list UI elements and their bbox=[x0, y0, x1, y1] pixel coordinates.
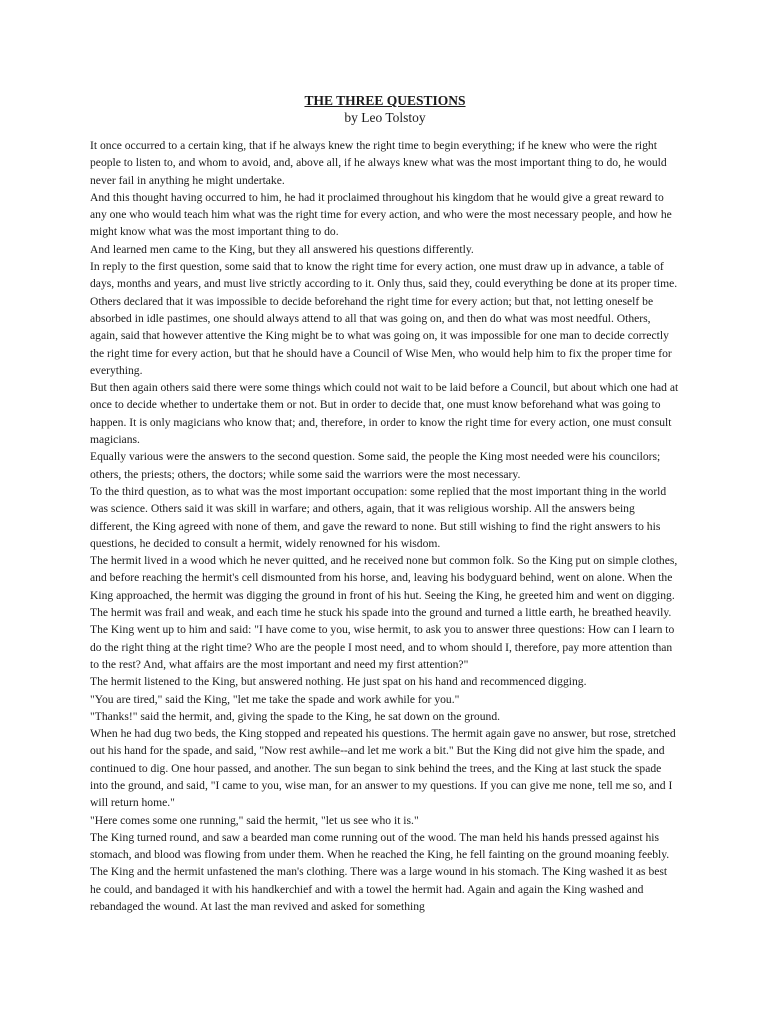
document-title: THE THREE QUESTIONS bbox=[304, 93, 466, 108]
document-page bbox=[90, 92, 680, 915]
paragraph: When he had dug two beds, the King stopped and repeated his questions. The hermit again gave no answer, but rose, stretched out his hand for the spade, and said, "Now rest awhile--and let me work a bit." But the King did not give him the spade, and continued to dig. One hour passed, and another. The sun began to sink behind the trees, and the King at last stuck the spade into the ground, and said, "I came to you, wise man, for an answer to my questions. If you can give me none, tell me so, and I will return home." bbox=[90, 727, 676, 810]
paragraph: Equally various were the answers to the second question. Some said, the people the King most needed were his councilors; others, the priests; others, the doctors; while some said the warriors were the most necessary. bbox=[90, 450, 661, 481]
paragraph: The King turned round, and saw a bearded man come running out of the wood. The man held his hands pressed against his stomach, and blood was flowing from under them. When he reached the King, he fell fainting on the ground moaning feebly. The King and the hermit unfastened the man's clothing. There was a large wound in his stomach. The King washed it as best he could, and bandaged it with his handkerchief and with a towel the hermit had. Again and again the King washed and rebandaged the wound. At last the man revived and asked for something bbox=[90, 830, 670, 914]
paragraph: "Thanks!" said the hermit, and, giving the spade to the King, he sat down on the ground. bbox=[90, 709, 501, 723]
document-body bbox=[90, 137, 680, 915]
paragraph: To the third question, as to what was the most important occupation: some replied that the most important thing in the world was science. Others said it was skill in warfare; and others, again, that it was religious worship. All the answers being different, the King agreed with none of them, and gave the reward to none. But still wishing to find the right answers to his questions, he decided to consult a hermit, widely renowned for his wisdom. bbox=[90, 484, 667, 550]
paragraph: "You are tired," said the King, "let me take the spade and work awhile for you." bbox=[90, 692, 460, 706]
paragraph: The hermit lived in a wood which he never quitted, and he received none but common folk. So the King put on simple clothes, and before reaching the hermit's cell dismounted from his horse, and, leaving his bodyguard behind, went on alone. When the King approached, the hermit was digging the ground in front of his hut. Seeing the King, he greeted him and went on digging. The hermit was frail and weak, and each time he stuck his spade into the ground and turned a little earth, he breathed heavily. bbox=[90, 554, 678, 620]
paragraph: The hermit listened to the King, but answered nothing. He just spat on his hand and recommenced digging. bbox=[90, 675, 587, 689]
paragraph: In reply to the first question, some said that to know the right time for every action, one must draw up in advance, a table of days, months and years, and must live strictly according to it. Only thus, said they, could everything be done at its proper time. Others declared that it was impossible to decide beforehand the right time for every action; but that, not letting oneself be absorbed in idle pastimes, one should always attend to all that was going on, and then do what was most needful. Others, again, said that however attentive the King might be to what was going on, it was impossible for one man to decide correctly the right time for every action, but that he should have a Council of Wise Men, who would help him to fix the proper time for everything. bbox=[90, 260, 678, 377]
paragraph: And learned men came to the King, but they all answered his questions differently. bbox=[90, 242, 474, 256]
paragraph: "Here comes some one running," said the hermit, "let us see who it is." bbox=[90, 813, 419, 827]
paragraph: It once occurred to a certain king, that if he always knew the right time to begin everything; if he knew who were the right people to listen to, and whom to avoid, and, above all, if he always knew what was the most important thing to do, he would never fail in anything he might undertake. bbox=[90, 139, 667, 187]
paragraph: But then again others said there were some things which could not wait to be laid before a Council, but about which one had at once to decide whether to undertake them or not. But in order to decide that, one must know beforehand what was going to happen. It is only magicians who know that; and, therefore, in order to know the right time for every action, one must consult magicians. bbox=[90, 381, 679, 447]
paragraph: The King went up to him and said: "I have come to you, wise hermit, to ask you to answer three questions: How can I learn to do the right thing at the right time? Who are the people I most need, and to whom should I, therefore, pay more attention than to the rest? And, what affairs are the most important and need my first attention?" bbox=[90, 623, 675, 671]
paragraph: And this thought having occurred to him, he had it proclaimed throughout his kingdom that he would give a great reward to any one who would teach him what was the right time for every action, and who were the most necessary people, and how he might know what was the most important thing to do. bbox=[90, 190, 672, 239]
document-byline: by Leo Tolstoy bbox=[344, 110, 426, 125]
